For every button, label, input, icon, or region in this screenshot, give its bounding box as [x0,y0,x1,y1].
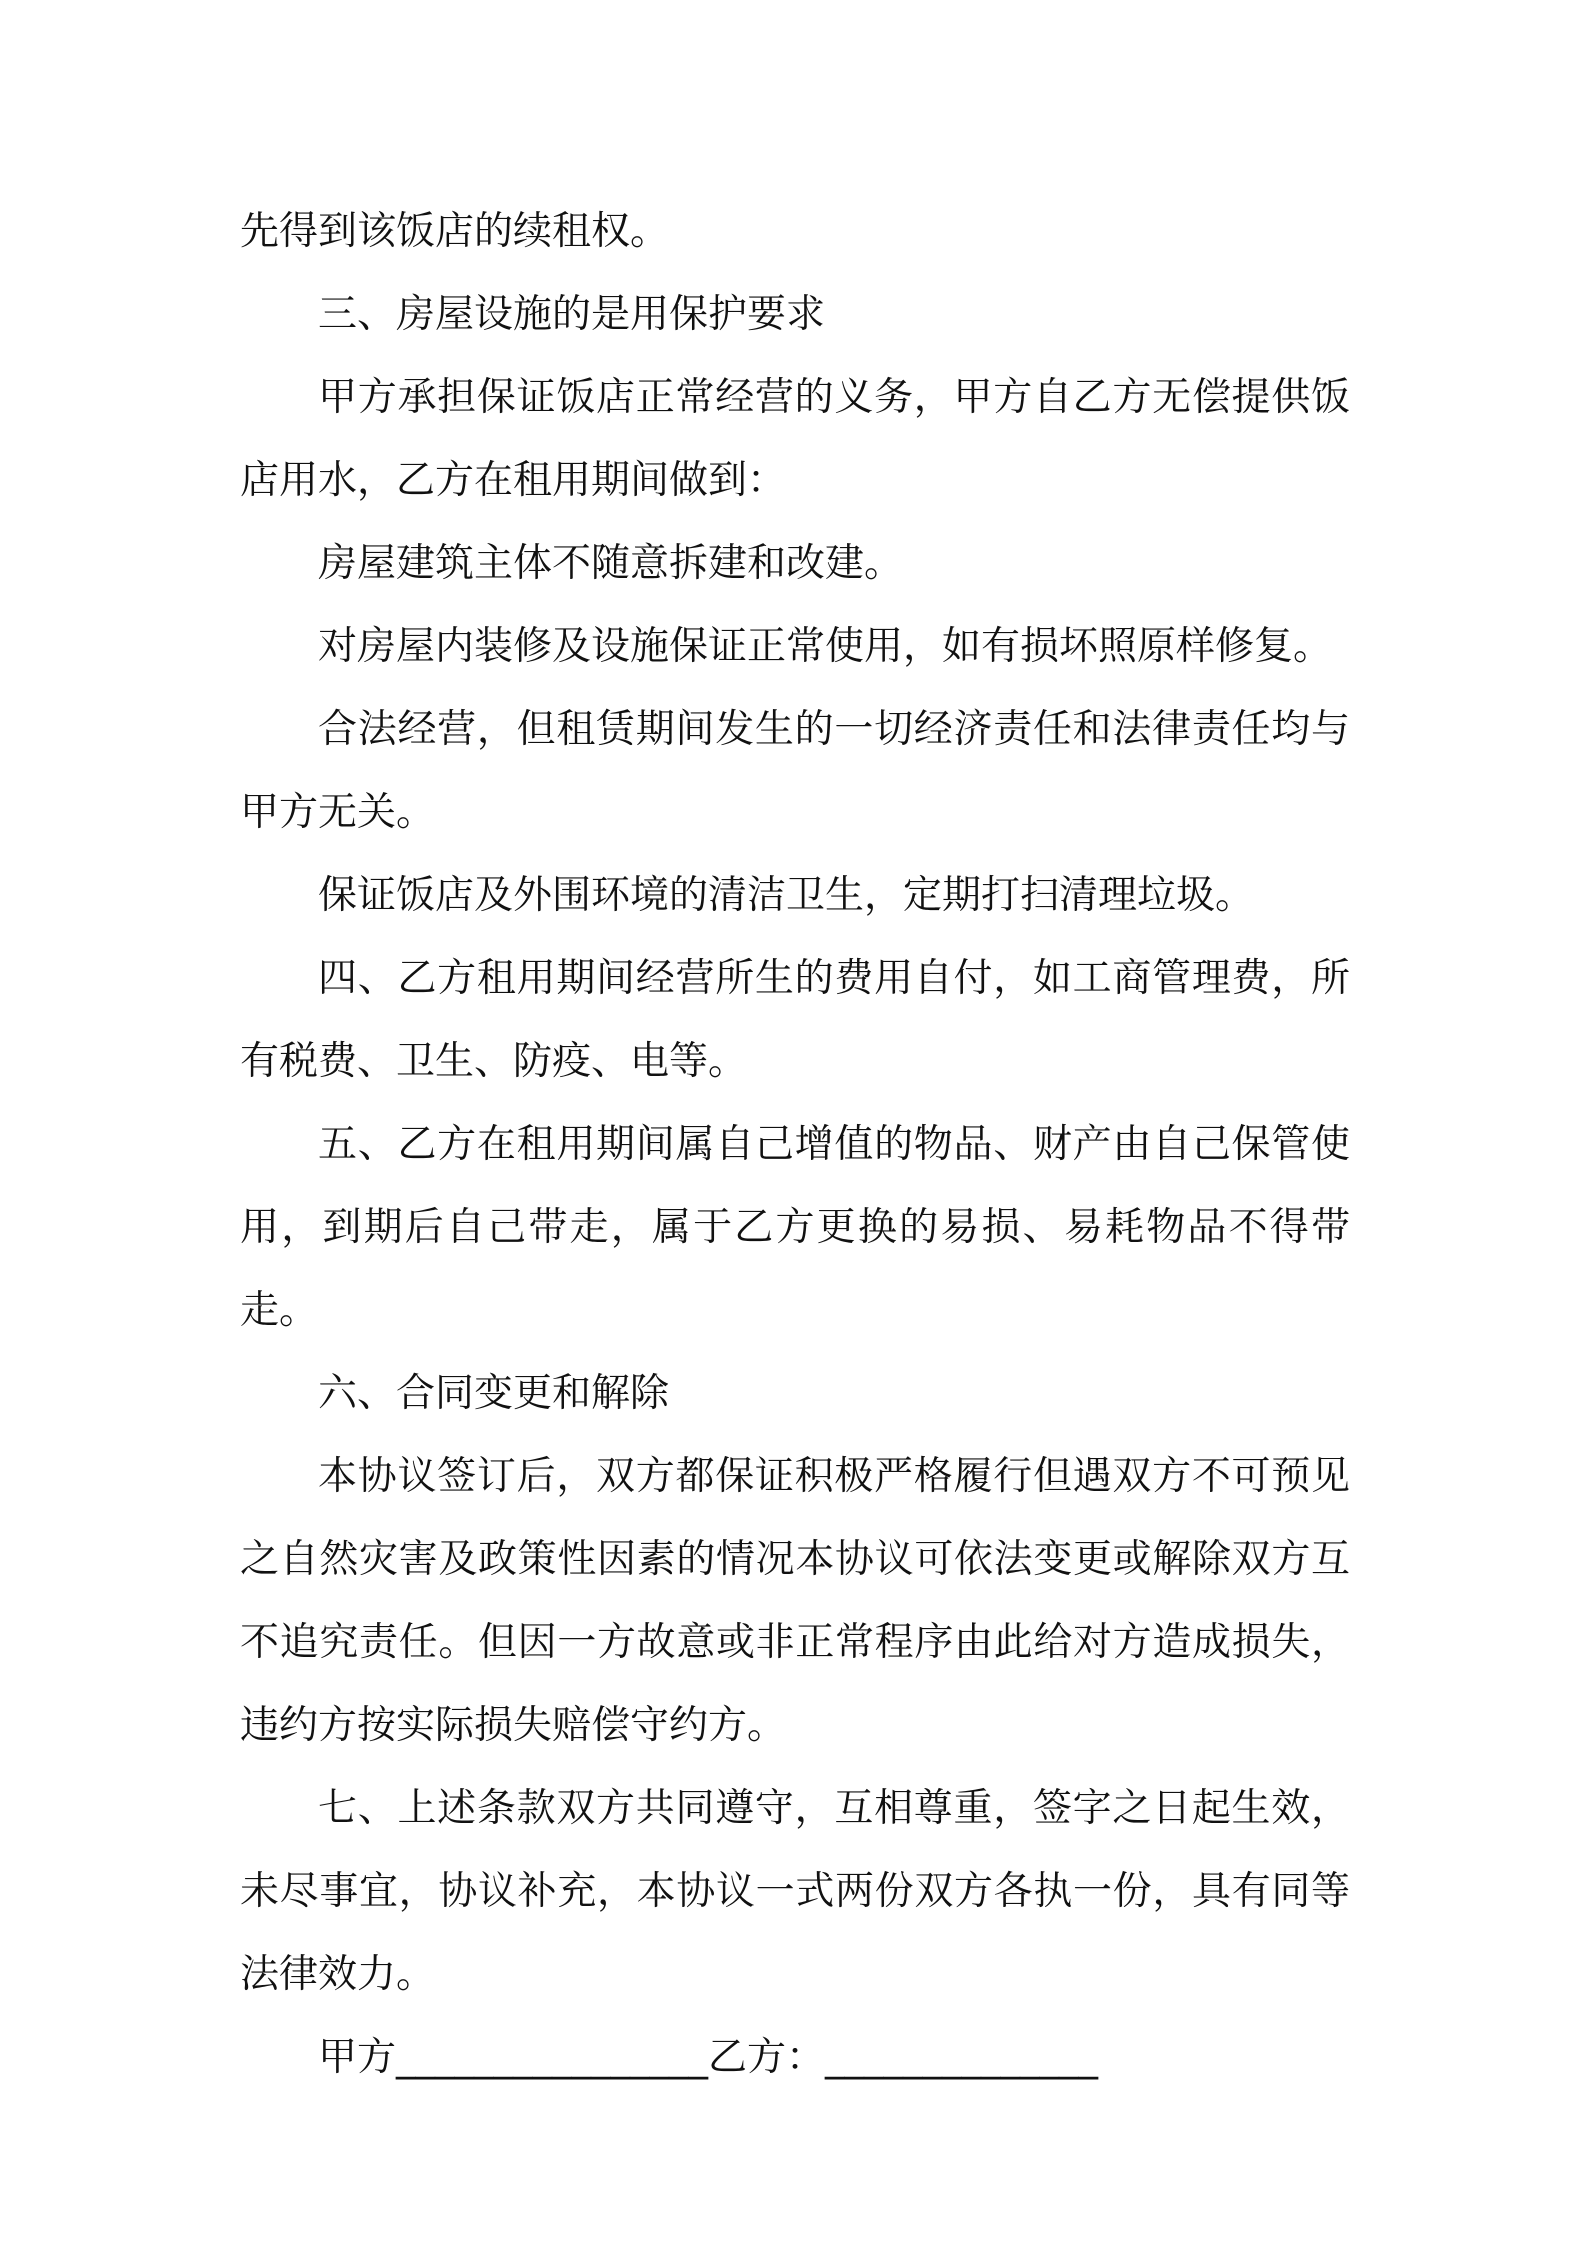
paragraph-legal-operation: 合法经营，但租赁期间发生的一切经济责任和法律责任均与甲方无关。 [240,707,1350,835]
section-7-effectiveness: 七、上述条款双方共同遵守，互相尊重，签字之日起生效，未尽事宜，协议补充，本协议一式两份双方各执一份，具有同等法律效力。 [240,1786,1350,1997]
paragraph-cleanliness: 保证饭店及外围环境的清洁卫生，定期打扫清理垃圾。 [318,873,1255,918]
paragraph-maintenance: 对房屋内装修及设施保证正常使用，如有损坏照原样修复。 [318,624,1333,669]
paragraph-contract-change: 本协议签订后，双方都保证积极严格履行但遇双方不可预见之自然灾害及政策性因素的情况本协议可依法变更或解除双方互不追究责任。但因一方故意或非正常程序由此给对方造成损失，违约方按实际损失赔偿守约方。 [240,1454,1350,1748]
section-5-property: 五、乙方在租用期间属自己增值的物品、财产由自己保管使用，到期后自己带走，属于乙方更换的易损、易耗物品不得带走。 [240,1122,1350,1333]
section-3-heading: 三、房屋设施的是用保护要求 [318,292,826,337]
section-4-fees: 四、乙方租用期间经营所生的费用自付，如工商管理费，所有税费、卫生、防疫、电等。 [240,956,1350,1084]
section-6-heading: 六、合同变更和解除 [318,1371,670,1416]
paragraph-party-a-obligation: 甲方承担保证饭店正常经营的义务，甲方自乙方无偿提供饭店用水，乙方在租用期间做到： [240,375,1350,503]
document-body [240,190,1350,2099]
paragraph-renewal-right: 先得到该饭店的续租权。 [240,209,670,254]
signature-line: 甲方________________乙方：______________ [318,2035,1099,2080]
paragraph-no-demolition: 房屋建筑主体不随意拆建和改建。 [318,541,904,586]
